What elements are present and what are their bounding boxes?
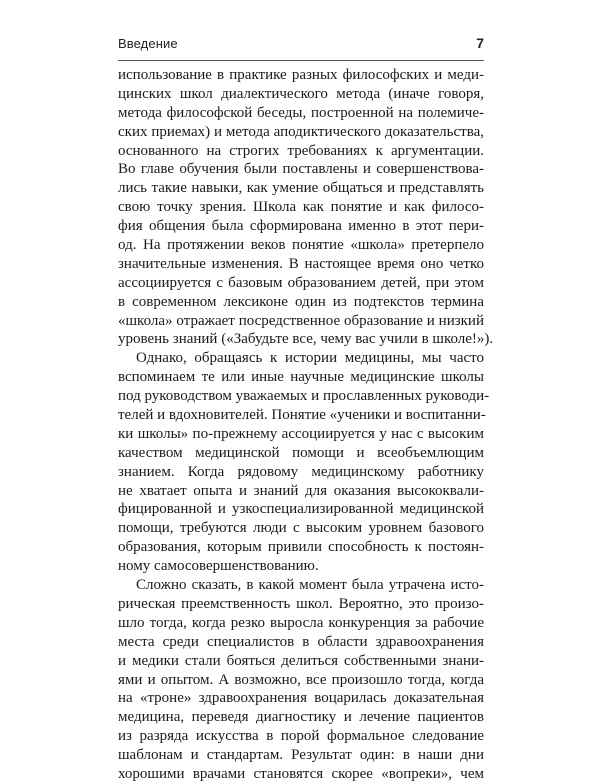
text-line: образования, которым привили способность к постоян-: [118, 539, 484, 556]
text-line: не хватает опыта и знаний для оказания высококвали-: [118, 482, 484, 499]
page-number: 7: [476, 35, 484, 51]
text-line: шаблонам и стандартам. Результат один: в наши дни: [118, 747, 484, 764]
text-line: под руководством уважаемых и прославленных руководи-: [118, 388, 490, 405]
paragraph: [118, 66, 494, 349]
text-line: Сложно сказать, в какой момент была утрачена исто-: [136, 577, 484, 594]
body-text: [118, 66, 494, 784]
text-line: метода философской беседы, построенной на полемиче-: [118, 104, 484, 121]
text-line: вспоминаем те или иные научные медицинские школы: [118, 369, 484, 386]
text-line: места среди специалистов в области здравоохранения: [118, 633, 484, 650]
text-line: и медики стали бояться делиться собственными знани-: [118, 652, 484, 669]
text-line: использование в практике разных философских и меди-: [118, 67, 484, 83]
text-line: основанного на строгих требованиях к аргументации.: [118, 142, 484, 159]
text-line: шло тогда, когда резко выросла конкуренция за рабочие: [118, 614, 484, 631]
section-title: Введение: [118, 36, 178, 51]
text-line: в современном лексиконе один из подтекстов термина: [118, 293, 484, 310]
text-line: лись такие навыки, как умение общаться и представлять: [118, 180, 484, 197]
text-line: на «троне» здравоохранения воцарилась доказательная: [118, 690, 484, 707]
text-line: фицированной и узкоспециализированной медицинской: [118, 501, 484, 518]
text-line: од. На протяжении веков понятие «школа» претерпело: [118, 237, 484, 254]
text-line: цинских школ диалектического метода (иначе говоря,: [118, 85, 484, 102]
text-line: ассоциируется с базовым образованием детей, при этом: [118, 274, 484, 291]
paragraph: [118, 576, 484, 784]
header-rule: [118, 60, 484, 61]
text-line: ских приемах) и метода аподиктического доказательства,: [118, 123, 484, 140]
text-line: хорошими врачами становятся скорее «вопреки», чем: [118, 765, 484, 782]
text-line: ному самосовершенствованию.: [118, 558, 319, 575]
text-line: рическая преемственность школ. Вероятно, это произо-: [118, 595, 484, 612]
text-line: уровень знаний («Забудьте все, чему вас учили в школе!»).: [118, 331, 494, 348]
text-line: ки школы» по-прежнему ассоциируется у нас с высоким: [118, 425, 484, 442]
text-line: фия общения была сформирована именно в этот пери-: [118, 218, 484, 235]
text-line: «школа» отражает посредственное образование и низкий: [118, 312, 484, 329]
text-line: свою точку зрения. Школа как понятие и как филосо-: [118, 199, 484, 216]
text-line: из разряда искусства в порой формальное следование: [118, 728, 484, 745]
text-line: знанием. Когда рядовому медицинскому работнику: [118, 463, 484, 480]
text-line: Однако, обращаясь к истории медицины, мы часто: [136, 350, 484, 367]
text-line: Во главе обучения были поставлены и совершенствова-: [118, 161, 484, 178]
text-line: телей и вдохновителей. Понятие «ученики и воспитанни-: [118, 407, 486, 424]
text-line: качеством медицинской помощи и всеобъемлющим: [118, 444, 484, 461]
paragraph: [118, 349, 490, 576]
text-line: помощи, требуются люди с высоким уровнем базового: [118, 520, 484, 537]
running-header: [118, 36, 484, 58]
text-line: ями и опытом. А возможно, все произошло тогда, когда: [118, 671, 484, 688]
text-line: значительные изменения. В настоящее время оно четко: [118, 255, 484, 272]
text-line: медицина, переведя диагностику и лечение пациентов: [118, 709, 484, 726]
